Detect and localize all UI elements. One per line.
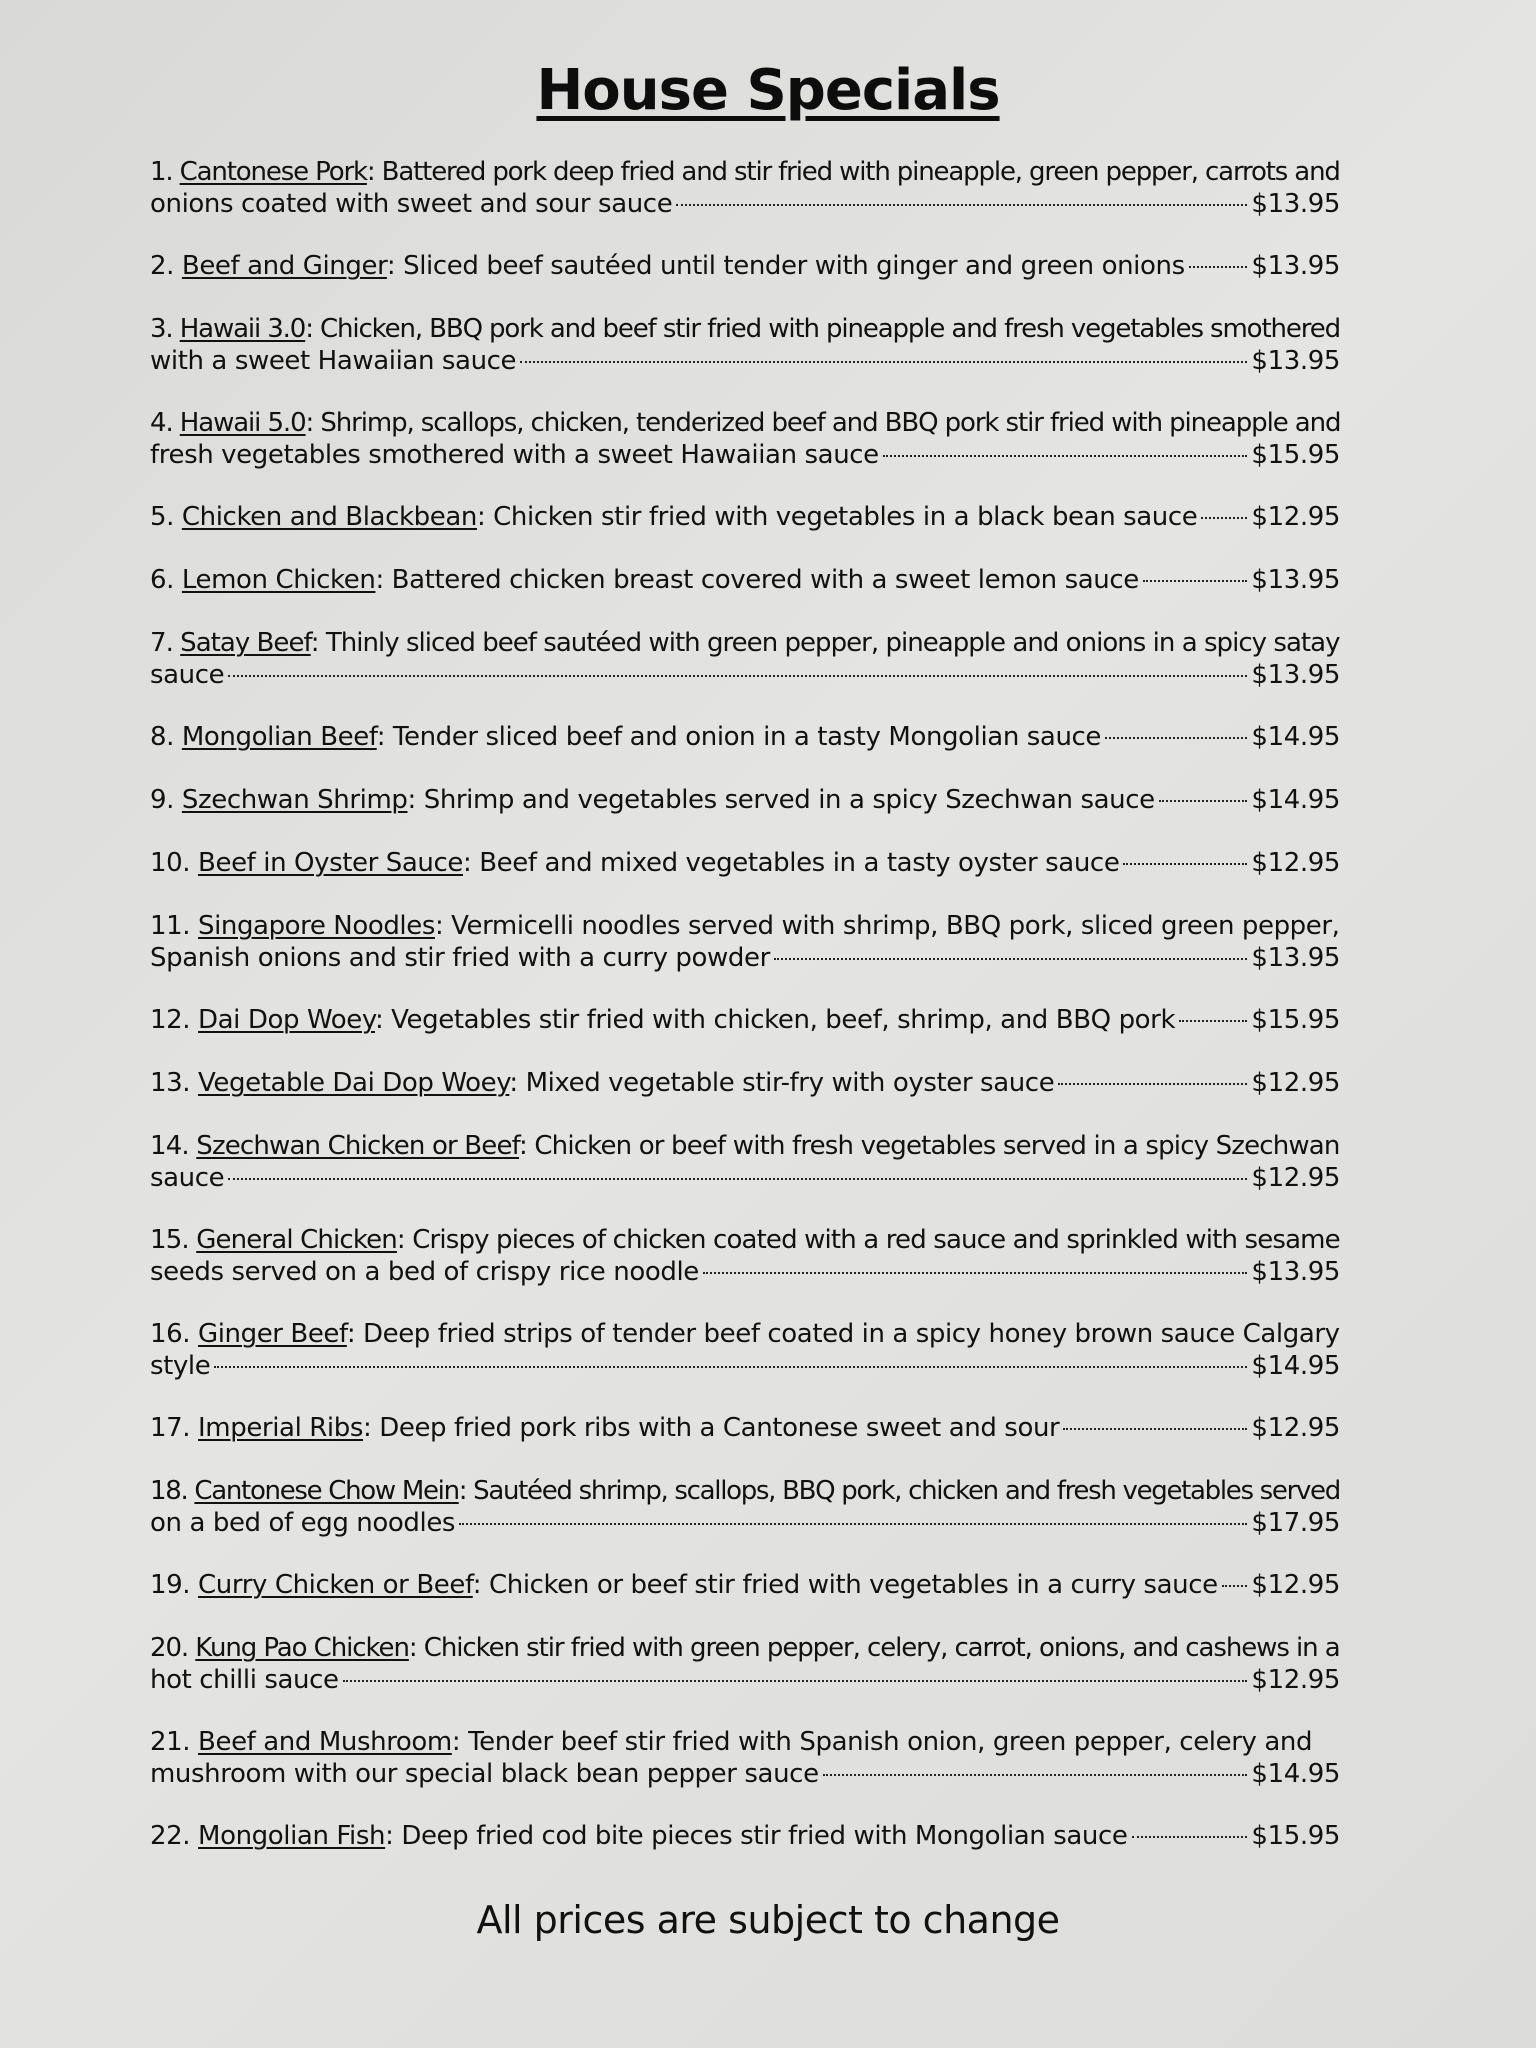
dot-leader <box>676 204 1247 206</box>
item-description-tail <box>150 1067 1054 1099</box>
dot-leader <box>774 958 1248 960</box>
item-description: hot chilli sauce <box>150 1665 339 1695</box>
item-description: : Shrimp and vegetables served in a spicy Szechwan sauce <box>407 785 1155 815</box>
item-description: sauce <box>150 1163 225 1193</box>
item-name: General Chicken <box>196 1225 397 1255</box>
item-description: : Chicken or beef stir fried with vegetables in a curry sauce <box>472 1570 1218 1600</box>
item-price-row <box>150 1507 1340 1539</box>
dot-leader <box>1179 1020 1247 1022</box>
item-name: Satay Beef <box>180 628 311 658</box>
item-description: : Battered pork deep fried and stir fried with pineapple, green pepper, carrots and <box>366 157 1340 187</box>
dot-leader <box>883 455 1248 457</box>
item-description-line <box>150 313 1340 345</box>
menu-item <box>150 1726 1340 1790</box>
item-name: Ginger Beef <box>197 1319 347 1349</box>
item-name: Beef and Ginger <box>181 251 387 281</box>
item-description: : Vermicelli noodles served with shrimp, BBQ pork, sliced green pepper, <box>434 911 1340 941</box>
menu-item <box>150 1412 1340 1444</box>
item-description: : Deep fried strips of tender beef coated in a spicy honey brown sauce Calgary <box>346 1319 1340 1349</box>
item-description: Spanish onions and stir fried with a curry powder <box>150 943 770 973</box>
item-description: : Shrimp, scallops, chicken, tenderized beef and BBQ pork stir fried with pineapple and <box>305 408 1341 438</box>
item-number: 21. <box>150 1727 191 1757</box>
item-price: $13.95 <box>1251 1257 1340 1287</box>
item-description: : Deep fried cod bite pieces stir fried with Mongolian sauce <box>385 1821 1128 1851</box>
item-description: : Chicken, BBQ pork and beef stir fried with pineapple and fresh vegetables smothered <box>305 314 1341 344</box>
item-price-row <box>150 1350 1340 1382</box>
item-name: Imperial Ribs <box>198 1413 363 1443</box>
item-number: 1. <box>150 157 173 187</box>
item-number: 3. <box>150 314 173 344</box>
item-price-row <box>150 1758 1340 1790</box>
item-name: Beef and Mushroom <box>198 1727 452 1757</box>
item-price: $13.95 <box>1251 660 1340 690</box>
item-number: 22. <box>150 1821 191 1851</box>
item-description-tail <box>150 439 879 471</box>
dot-leader <box>1105 737 1247 739</box>
item-description-tail <box>150 1412 1059 1444</box>
menu-item <box>150 910 1340 974</box>
menu-item <box>150 784 1340 816</box>
item-description-tail <box>150 1569 1218 1601</box>
item-price: $12.95 <box>1251 1163 1340 1193</box>
item-price-row <box>150 1162 1340 1194</box>
menu-list <box>150 156 1340 1883</box>
item-price-row <box>150 1067 1340 1099</box>
item-description-line <box>150 1475 1340 1507</box>
item-description: : Tender sliced beef and onion in a tasty Mongolian sauce <box>376 722 1102 752</box>
item-number: 19. <box>150 1570 191 1600</box>
item-description-tail <box>150 1664 339 1696</box>
item-price: $15.95 <box>1251 1821 1340 1851</box>
menu-item <box>150 407 1340 471</box>
menu-item <box>150 1820 1340 1852</box>
item-price: $12.95 <box>1251 1413 1340 1443</box>
item-price: $14.95 <box>1251 1759 1340 1789</box>
item-description-tail <box>150 188 672 220</box>
item-number: 16. <box>150 1319 191 1349</box>
item-price: $13.95 <box>1251 943 1340 973</box>
item-description: : Chicken stir fried with vegetables in a black bean sauce <box>476 502 1198 532</box>
item-description-tail <box>150 1820 1128 1852</box>
item-price-row <box>150 1004 1340 1036</box>
item-number: 8. <box>150 722 175 752</box>
item-description-tail <box>150 1004 1175 1036</box>
item-number: 11. <box>150 911 191 941</box>
item-description: mushroom with our special black bean pepper sauce <box>150 1759 819 1789</box>
menu-item <box>150 501 1340 533</box>
dot-leader <box>1222 1585 1248 1587</box>
item-description: on a bed of egg noodles <box>150 1508 456 1538</box>
item-number: 7. <box>150 628 173 658</box>
menu-item <box>150 1632 1340 1696</box>
item-description: with a sweet Hawaiian sauce <box>150 346 517 376</box>
item-name: Mongolian Fish <box>198 1821 386 1851</box>
page-title: House Specials <box>536 58 1000 123</box>
menu-item <box>150 1318 1340 1382</box>
item-description-tail <box>150 1350 210 1382</box>
dot-leader <box>823 1774 1248 1776</box>
item-description: onions coated with sweet and sour sauce <box>150 189 673 219</box>
item-price: $13.95 <box>1251 346 1340 376</box>
item-price-row <box>150 784 1340 816</box>
item-description-tail <box>150 721 1101 753</box>
item-price: $13.95 <box>1251 565 1340 595</box>
item-description-tail <box>150 659 224 691</box>
item-price: $15.95 <box>1251 1005 1340 1035</box>
menu-item <box>150 250 1340 282</box>
item-description-line <box>150 910 1340 942</box>
menu-item <box>150 847 1340 879</box>
item-description: : Beef and mixed vegetables in a tasty oyster sauce <box>463 848 1120 878</box>
item-description-tail <box>150 1507 455 1539</box>
item-name: Kung Pao Chicken <box>195 1633 409 1663</box>
item-description-line <box>150 1726 1340 1758</box>
menu-item <box>150 721 1340 753</box>
item-name: Curry Chicken or Beef <box>198 1570 473 1600</box>
item-number: 9. <box>150 785 175 815</box>
item-name: Hawaii 5.0 <box>179 408 306 438</box>
item-number: 13. <box>150 1068 191 1098</box>
item-price-row <box>150 847 1340 879</box>
dot-leader <box>703 1272 1248 1274</box>
item-description: : Sautéed shrimp, scallops, BBQ pork, chicken and fresh vegetables served <box>458 1476 1340 1506</box>
dot-leader <box>228 1178 1247 1180</box>
item-description-line <box>150 627 1340 659</box>
item-price: $15.95 <box>1251 440 1340 470</box>
item-price-row <box>150 1820 1340 1852</box>
item-price-row <box>150 564 1340 596</box>
dot-leader <box>214 1366 1247 1368</box>
item-description-line <box>150 407 1340 439</box>
menu-item <box>150 156 1340 220</box>
dot-leader <box>1058 1083 1247 1085</box>
item-description: : Chicken stir fried with green pepper, celery, carrot, onions, and cashews in a <box>408 1633 1340 1663</box>
item-price: $12.95 <box>1251 1570 1340 1600</box>
item-price-row <box>150 439 1340 471</box>
item-name: Cantonese Chow Mein <box>194 1476 459 1506</box>
item-price-row <box>150 1256 1340 1288</box>
item-description: fresh vegetables smothered with a sweet Hawaiian sauce <box>150 440 879 470</box>
item-description-line <box>150 156 1340 188</box>
item-price: $13.95 <box>1251 189 1340 219</box>
item-number: 18. <box>150 1476 188 1506</box>
item-number: 14. <box>150 1131 189 1161</box>
item-price: $12.95 <box>1251 848 1340 878</box>
item-number: 5. <box>150 502 175 532</box>
item-price-row <box>150 721 1340 753</box>
item-number: 15. <box>150 1225 189 1255</box>
item-description: : Tender beef stir fried with Spanish onion, green pepper, celery and <box>451 1727 1313 1757</box>
item-number: 2. <box>150 251 175 281</box>
item-description-tail <box>150 784 1155 816</box>
item-price-row <box>150 659 1340 691</box>
item-name: Hawaii 3.0 <box>179 314 306 344</box>
item-name: Mongolian Beef <box>181 722 377 752</box>
item-price: $13.95 <box>1251 251 1340 281</box>
menu-item <box>150 1004 1340 1036</box>
item-name: Cantonese Pork <box>179 157 367 187</box>
dot-leader <box>1063 1428 1247 1430</box>
item-price-row <box>150 501 1340 533</box>
item-description: seeds served on a bed of crispy rice noodle <box>150 1257 699 1287</box>
item-price: $12.95 <box>1251 1665 1340 1695</box>
item-description-tail <box>150 250 1185 282</box>
item-name: Vegetable Dai Dop Woey <box>198 1068 510 1098</box>
item-description: : Vegetables stir fried with chicken, beef, shrimp, and BBQ pork <box>374 1005 1176 1035</box>
menu-item <box>150 1475 1340 1539</box>
item-description-tail <box>150 501 1197 533</box>
item-price-row <box>150 942 1340 974</box>
item-price-row <box>150 1412 1340 1444</box>
dot-leader <box>1201 517 1247 519</box>
item-price-row <box>150 250 1340 282</box>
item-name: Beef in Oyster Sauce <box>198 848 463 878</box>
item-price: $14.95 <box>1251 785 1340 815</box>
menu-item <box>150 627 1340 691</box>
item-name: Chicken and Blackbean <box>181 502 477 532</box>
menu-item <box>150 564 1340 596</box>
item-price-row <box>150 1664 1340 1696</box>
dot-leader <box>1189 266 1248 268</box>
item-description: style <box>150 1351 211 1381</box>
item-description: sauce <box>150 660 225 690</box>
dot-leader <box>1159 800 1248 802</box>
dot-leader <box>1132 1836 1248 1838</box>
item-description-line <box>150 1318 1340 1350</box>
item-name: Lemon Chicken <box>181 565 376 595</box>
item-name: Szechwan Chicken or Beef <box>196 1131 520 1161</box>
item-number: 4. <box>150 408 173 438</box>
item-description: : Mixed vegetable stir-fry with oyster sauce <box>509 1068 1055 1098</box>
item-price: $17.95 <box>1251 1508 1340 1538</box>
item-name: Dai Dop Woey <box>198 1005 375 1035</box>
item-description-tail <box>150 1162 224 1194</box>
item-price: $14.95 <box>1251 1351 1340 1381</box>
item-description-tail <box>150 1256 699 1288</box>
item-number: 12. <box>150 1005 191 1035</box>
item-description: : Chicken or beef with fresh vegetables served in a spicy Szechwan <box>519 1131 1340 1161</box>
item-name: Singapore Noodles <box>197 911 435 941</box>
item-description-line <box>150 1130 1340 1162</box>
item-description-line <box>150 1224 1340 1256</box>
menu-item <box>150 313 1340 377</box>
item-description-tail <box>150 942 770 974</box>
price-disclaimer: All prices are subject to change <box>476 1898 1060 1942</box>
item-price-row <box>150 1569 1340 1601</box>
dot-leader <box>343 1680 1248 1682</box>
dot-leader <box>1123 863 1247 865</box>
item-description-tail <box>150 345 516 377</box>
item-price-row <box>150 188 1340 220</box>
dot-leader <box>228 675 1247 677</box>
dot-leader <box>1143 580 1248 582</box>
dot-leader <box>459 1523 1247 1525</box>
item-description-tail <box>150 847 1119 879</box>
item-description-tail <box>150 1758 819 1790</box>
item-number: 17. <box>150 1413 191 1443</box>
item-price-row <box>150 345 1340 377</box>
menu-item <box>150 1067 1340 1099</box>
item-number: 10. <box>150 848 191 878</box>
item-description: : Sliced beef sautéed until tender with ginger and green onions <box>386 251 1185 281</box>
item-description: : Thinly sliced beef sautéed with green pepper, pineapple and onions in a spicy satay <box>310 628 1340 658</box>
item-description: : Deep fried pork ribs with a Cantonese sweet and sour <box>363 1413 1060 1443</box>
item-price: $12.95 <box>1251 1068 1340 1098</box>
dot-leader <box>520 361 1247 363</box>
item-number: 6. <box>150 565 175 595</box>
item-price: $14.95 <box>1251 722 1340 752</box>
item-name: Szechwan Shrimp <box>181 785 408 815</box>
menu-item <box>150 1224 1340 1288</box>
item-description-line <box>150 1632 1340 1664</box>
item-description-tail <box>150 564 1139 596</box>
menu-item <box>150 1569 1340 1601</box>
item-price: $12.95 <box>1251 502 1340 532</box>
item-description: : Battered chicken breast covered with a sweet lemon sauce <box>375 565 1139 595</box>
item-description: : Crispy pieces of chicken coated with a red sauce and sprinkled with sesame <box>396 1225 1340 1255</box>
menu-item <box>150 1130 1340 1194</box>
item-number: 20. <box>150 1633 189 1663</box>
